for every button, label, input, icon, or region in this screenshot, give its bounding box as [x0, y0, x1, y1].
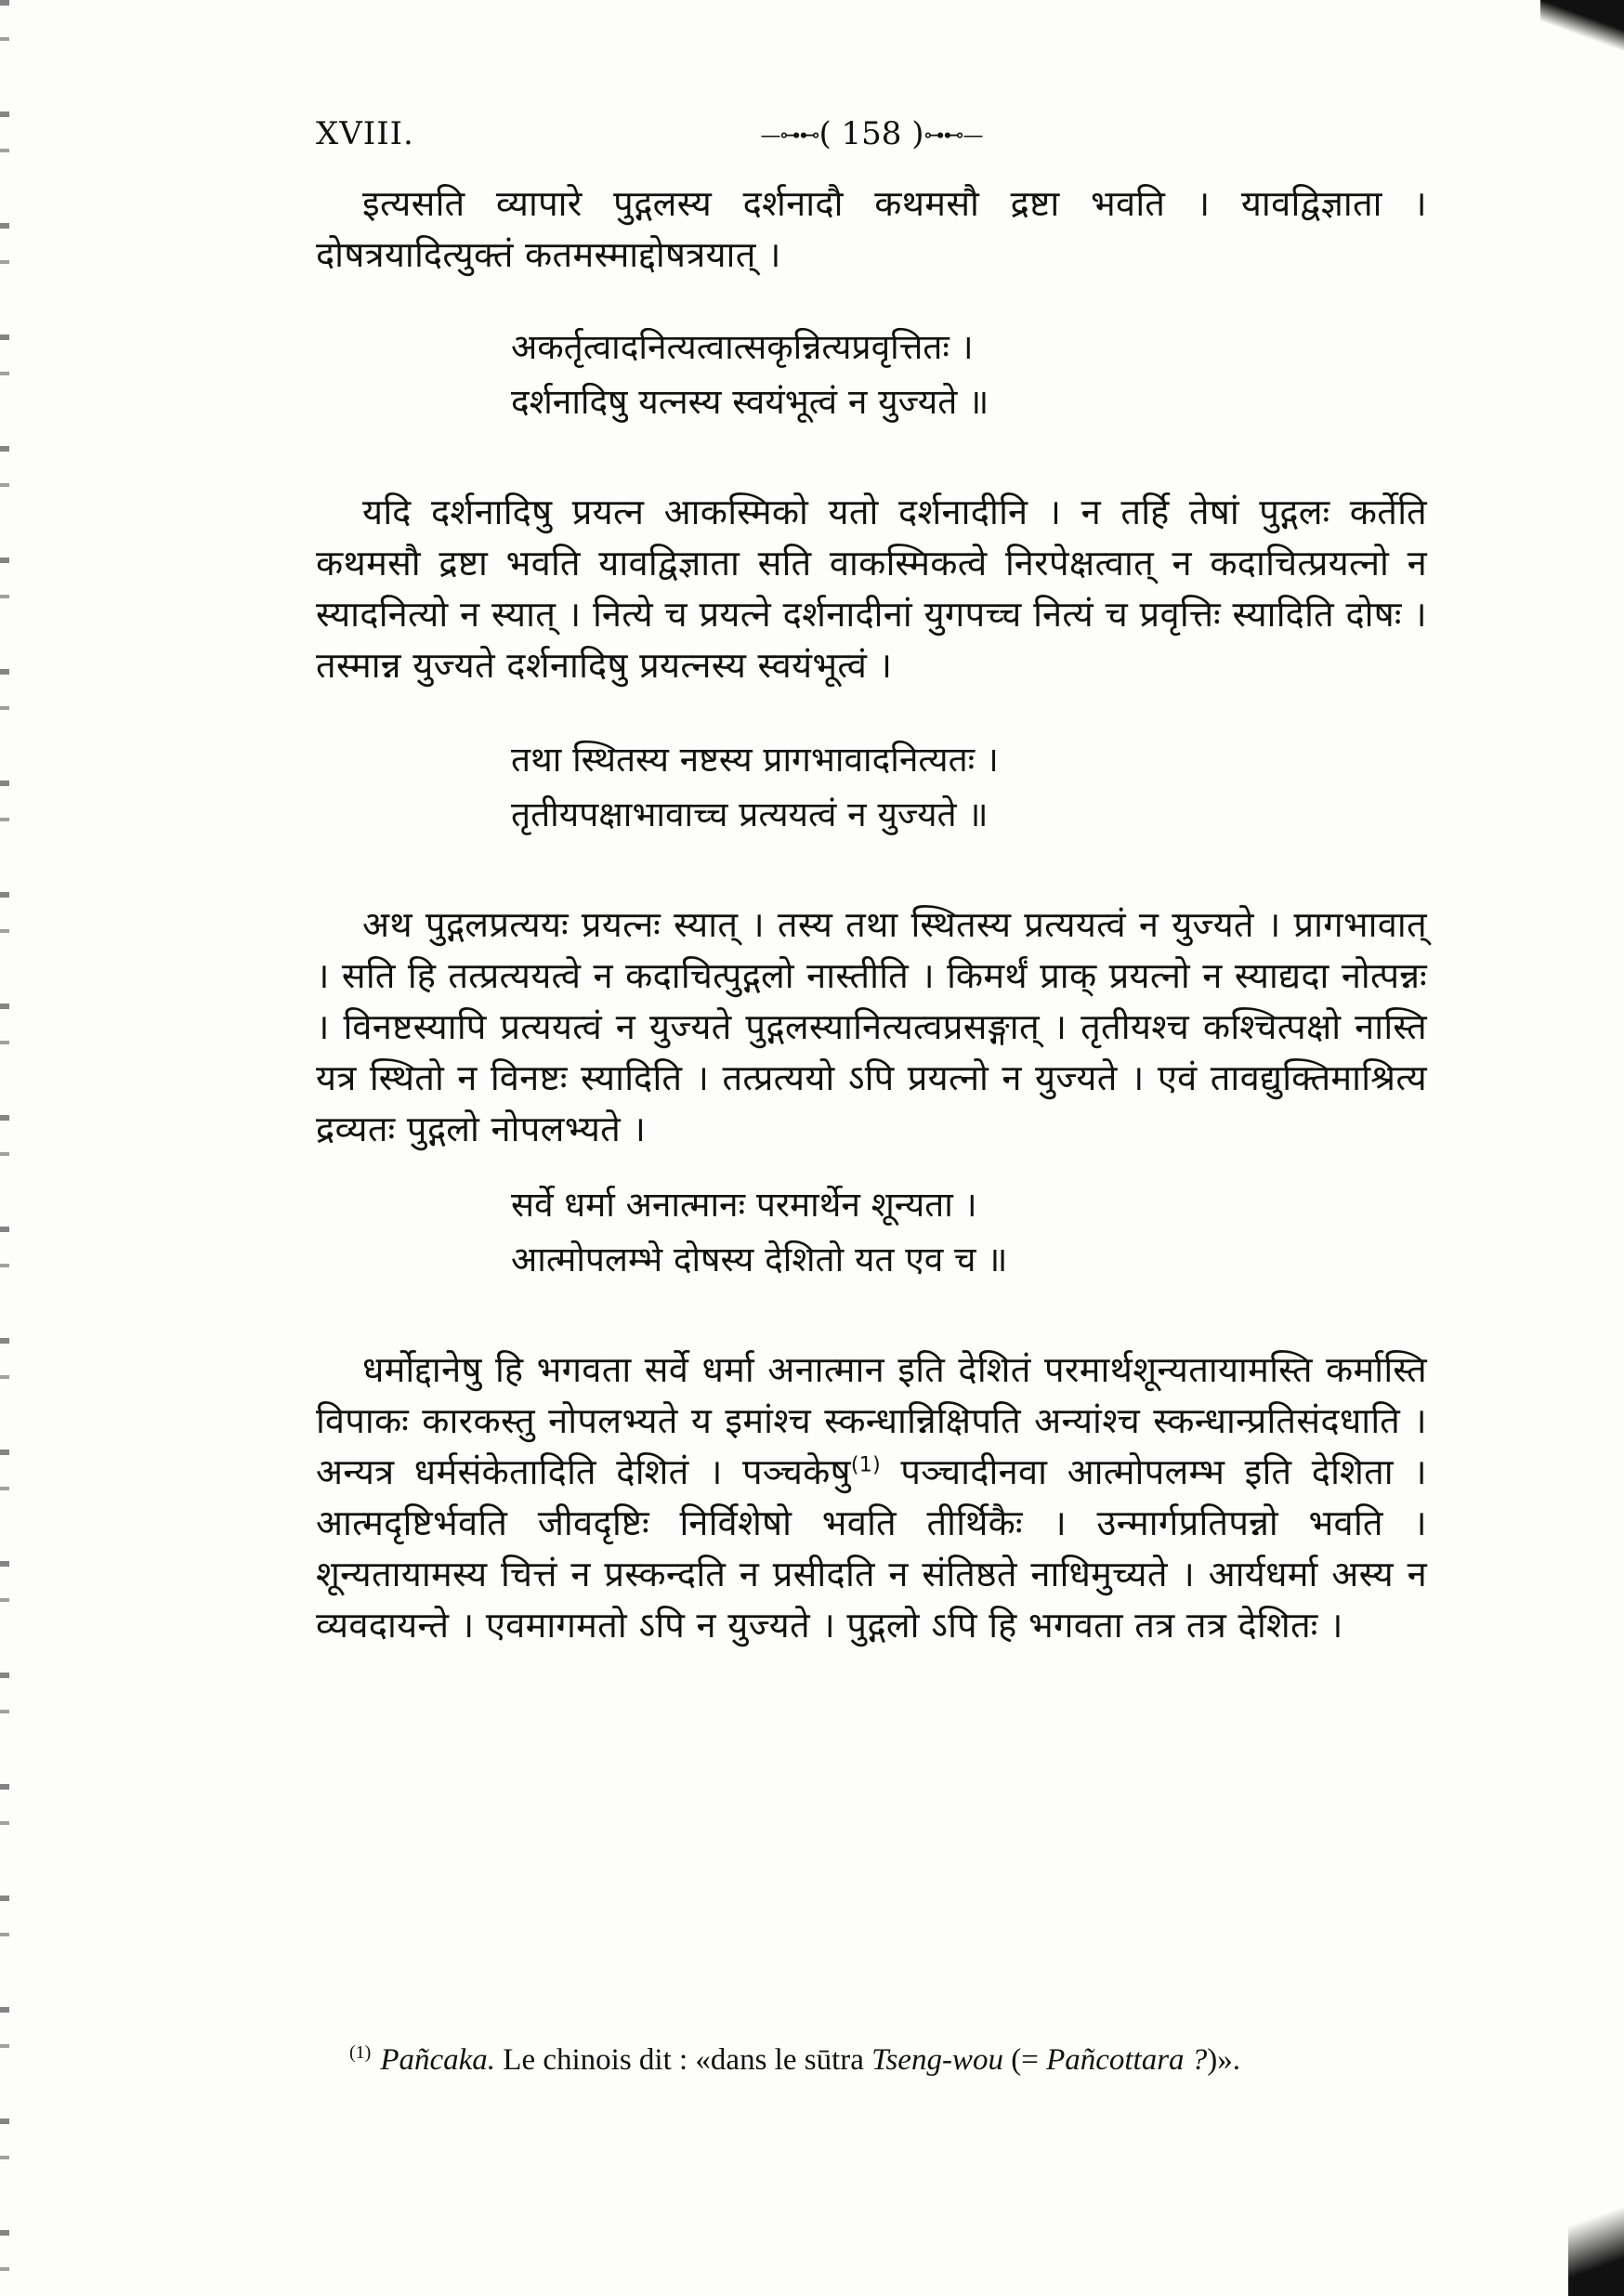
footnote-equivalent: Pañcottara ?: [1046, 2043, 1208, 2077]
verse-3: [316, 1177, 1427, 1287]
footnote-text-1: Le chinois dit : «dans le sūtra: [495, 2043, 872, 2077]
footnote-sutra-title: Tseng-wou: [871, 2043, 1003, 2077]
verse-2-line-2: तृतीयपक्षाभावाच्च प्रत्ययत्वं न युज्यते ॥: [511, 794, 989, 834]
verse-1-line-2: दर्शनादिषु यत्नस्य स्वयंभूत्वं न युज्यते ॥: [511, 382, 989, 422]
page-number: ( 158 ): [819, 115, 924, 152]
verse-2: [316, 732, 1427, 842]
scan-edge-bottom-right: [1568, 2166, 1624, 2296]
verse-1-line-1: अकर्तृत्वादनित्यत्वात्सकृन्नित्यप्रवृत्तितः ।: [511, 327, 974, 367]
verse-1: [316, 320, 1427, 429]
paragraph-1: इत्यसति व्यापारे पुद्गलस्य दर्शनादौ कथमसौ द्रष्टा भवति । यावद्विज्ञाता । दोषत्रयादित्युक्तं कतमस्माद्दोषत्रयात् ।: [316, 183, 1427, 275]
chapter-number: XVIII.: [316, 115, 414, 152]
paragraph-4-part-2: पञ्चादीनवा आत्मोपलम्भ इति देशिता । आत्मदृष्टिर्भवति जीवदृष्टिः निर्विशेषो भवति तीर्थिकैः । उन्मार्गप्रतिपन्नो भवति । शून्यतायामस्य चित्तं न प्रस्कन्दति न प्रसीदति न संतिष्ठते नाधिमुच्यते । आर्यधर्मा अस्य न व्यवदायन्ते । एवमागमतो ऽपि न युज्यते । पुद्गलो ऽपि हि भगवता तत्र तत्र देशितः ।: [316, 1451, 1427, 1646]
footnote: [349, 2042, 1427, 2078]
footnote-number: (1): [349, 2042, 372, 2063]
footnote-text-3: )».: [1207, 2043, 1241, 2077]
footnote-reference[interactable]: (1): [850, 1453, 881, 1477]
paragraph-4-part-1: धर्मोद्दानेषु हि भगवता सर्वे धर्मा अनात्मान इति देशितं परमार्थशून्यतायामस्ति कर्मास्ति विपाकः कारकस्तु नोपलभ्यते य इमांश्च स्कन्धान्निक्षिपति अन्यांश्च स्कन्धान्प्रतिसंदधाति । अन्यत्र धर्मसंकेतादिति देशितं । पञ्चकेषु: [316, 1349, 1427, 1492]
scan-edge-left: [0, 0, 9, 2296]
ornament-left: —⊶⊷: [760, 124, 819, 148]
verse-2-line-1: तथा स्थितस्य नष्टस्य प्रागभावादनित्यतः ।: [511, 740, 999, 780]
verse-3-line-1: सर्वे धर्मा अनात्मानः परमार्थेन शून्यता ।: [511, 1185, 977, 1225]
running-head: [316, 115, 1427, 162]
paragraph-4: [316, 1345, 1427, 1651]
scan-edge-top-right: [1540, 0, 1624, 56]
ornament-right: ⊶⊷—: [923, 124, 983, 148]
footnote-text-2: (=: [1002, 2043, 1047, 2077]
verse-3-line-2: आत्मोपलम्भे दोषस्य देशितो यत एव च ॥: [511, 1240, 1008, 1279]
page-body: [316, 178, 1427, 1651]
page-number-block: [316, 115, 1427, 152]
footnote-term: Pañcaka.: [380, 2043, 496, 2077]
paragraph-2: यदि दर्शनादिषु प्रयत्न आकस्मिको यतो दर्शनादीनि । न तर्हि तेषां पुद्गलः कर्तेति कथमसौ द्रष्टा भवति यावद्विज्ञाता सति वाकस्मिकत्वे निरपेक्षत्वात् न कदाचित्प्रयत्नो न स्यादनित्यो न स्यात् । नित्ये च प्रयत्ने दर्शनादीनां युगपच्च नित्यं च प्रवृत्तिः स्यादिति दोषः । तस्मान्न युज्यते दर्शनादिषु प्रयत्नस्य स्वयंभूत्वं ।: [316, 492, 1427, 686]
paragraph-3: अथ पुद्गलप्रत्ययः प्रयत्नः स्यात् । तस्य तथा स्थितस्य प्रत्ययत्वं न युज्यते । प्रागभावात् । सति हि तत्प्रत्ययत्वे न कदाचित्पुद्गलो नास्तीति । किमर्थं प्राक् प्रयत्नो न स्याद्यदा नोत्पन्नः । विनष्टस्यापि प्रत्ययत्वं न युज्यते पुद्गलस्यानित्यत्वप्रसङ्गात् । तृतीयश्च कश्चित्पक्षो नास्ति यत्र स्थितो न विनष्टः स्यादिति । तत्प्रत्ययो ऽपि प्रयत्नो न युज्यते । एवं तावद्युक्तिमाश्रित्य द्रव्यतः पुद्गलो नोपलभ्यते ।: [316, 904, 1427, 1149]
